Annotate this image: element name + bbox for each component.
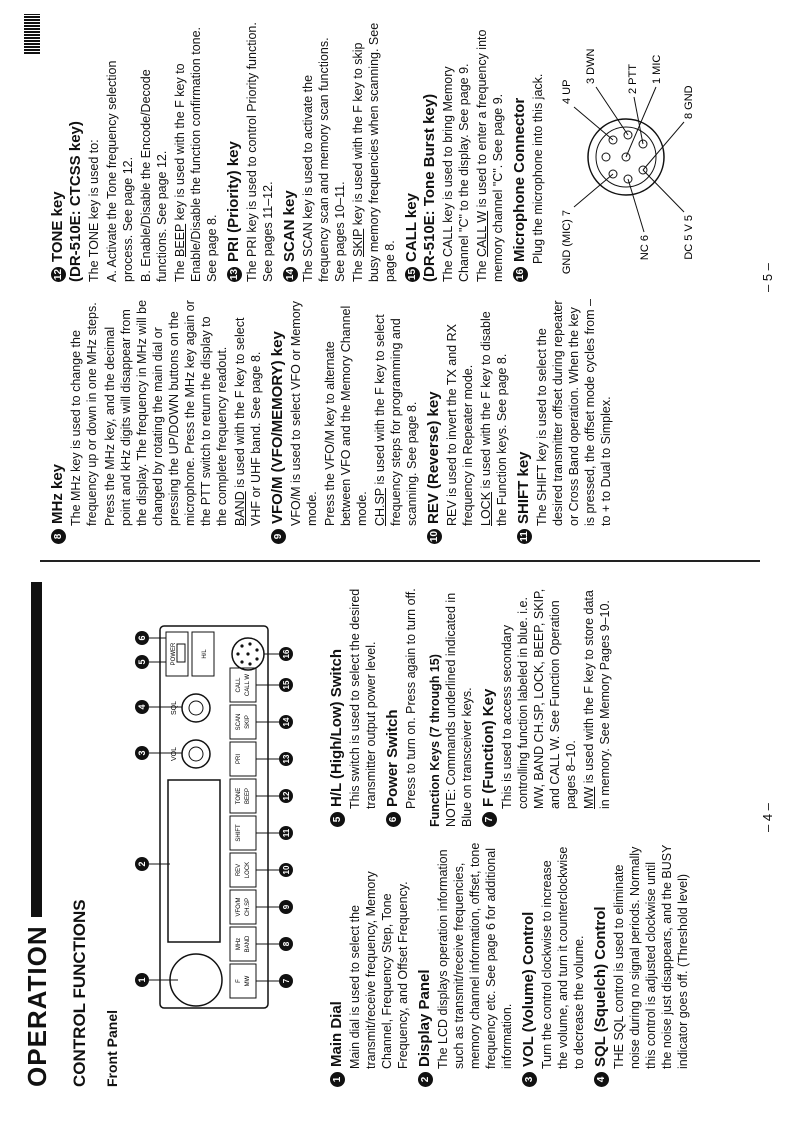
heading-hl-switch: 5 H/L (High/Low) Switch [329, 577, 345, 827]
text-f-key: This is used to access secondary controlling function labeled in blue. i.e. MW, BAND CH.SP, LOCK, BEEP, SKIP, and CALL W. See Function Operation pages 8–10. [500, 588, 578, 809]
callout-15: 15 [282, 680, 291, 690]
text-mhz-2: Press the MHz key, and the decimal point and kHz digits will disappear from the display. The frequency in MHz will be changed by rotating the main dial or pressing the UP/DOWN buttons on the microphone. Press the MHz key again or the PTT switch to return the display to the complete frequency readout. [103, 299, 229, 526]
text-shift: The SHIFT key is used to select the desired transmitter offset during repeater or Cross Band operation. When the key is pressed, the offset mode cycles from – to + to Dual to Simplex. [535, 299, 613, 526]
function-key-label: BEEP [245, 787, 251, 805]
heading-sql: 4 SQL (Squelch) Control [593, 842, 609, 1087]
mic-pinout-diagram [556, 32, 706, 282]
text-scan-2: The SKIP key is used with the F key to skip busy memory frequencies when scanning. See page 8. [351, 22, 397, 282]
heading-main-dial: 1 Main Dial [329, 842, 345, 1087]
callout-6: 6 [137, 635, 147, 641]
heading-mic-connector: 16 Microphone Connector [511, 97, 528, 281]
callouts-bottom [256, 647, 293, 988]
heading-tone-key: 12 TONE key [49, 191, 66, 281]
function-key [230, 668, 256, 702]
column-4 [44, 17, 710, 282]
heading-function-keys: Function Keys (7 through 15) [428, 654, 442, 827]
function-key-label: REV [236, 863, 242, 877]
text-tone-a: A. Activate the Tone frequency selection process. See page 12. [105, 60, 135, 282]
function-key-row [230, 668, 256, 998]
pin-label: NC 6 [639, 235, 651, 261]
svg-text:POWER: POWER [171, 642, 177, 666]
text-f-key-mw: MW is used with the F key to store data in memory. See Memory Pages 9–10. [582, 590, 612, 809]
pin-label: 4 UP [561, 79, 573, 104]
callout-12: 12 [282, 791, 291, 801]
pin-label: DC 5 V 5 [683, 215, 695, 260]
function-key [230, 742, 256, 776]
function-key-label: MHz [236, 937, 242, 951]
heading-call-key: 15 CALL key [403, 193, 420, 281]
callout-13: 13 [282, 754, 291, 764]
text-pri: The PRI key is used to control Priority function. See pages 11–12. [245, 22, 275, 282]
heading-pri-key: 13 PRI (Priority) key [225, 141, 242, 281]
text-main-dial: Main dial is used to select the transmit/receive frequency, Memory Channel, Frequency Step, Tone Frequency, and Offset Frequency. [348, 871, 410, 1069]
function-key [230, 927, 256, 961]
function-key-label: CH.SP [245, 897, 251, 917]
pin-labels [561, 49, 695, 275]
heading-shift-key: 11 SHIFT key [516, 299, 532, 544]
function-key-label: F [236, 979, 242, 983]
text-call-2: The CALL W is used to enter a frequency into memory channel "C". See page 9. [475, 29, 505, 282]
function-key [230, 853, 256, 887]
pin-label: 3 DWN [585, 48, 597, 84]
heading-vol: 3 VOL (Volume) Control [521, 842, 537, 1087]
text-rev-1: REV is used to invert the TX and RX frequency in Repeater mode. [445, 324, 475, 526]
lcd-display [168, 780, 220, 942]
callouts-top [135, 631, 149, 987]
text-hl-switch: This switch is used to select the desired transmitter output power level. [348, 588, 378, 809]
text-tone-b: B. Enable/Disable the Encode/Decode functions. See page 12. [139, 69, 169, 282]
callout-16: 16 [282, 649, 291, 659]
page-title: OPERATION [22, 925, 52, 1087]
heading-tone-key-alt: (DR-510E: CTCSS key) [67, 121, 84, 282]
vol-knob [182, 740, 210, 768]
text-vol: Turn the control clockwise to increase the volume, and turn it counterclockwise to decrease the volume. [540, 846, 586, 1069]
pin-label: 1 MIC [651, 54, 663, 84]
function-key-label: MW [245, 975, 251, 987]
vol-label: VOL [171, 746, 178, 762]
page-divider [40, 560, 760, 562]
text-call-1: The CALL key is used to bring Memory Channel "C" to the display. See page 9. [441, 63, 471, 282]
function-key-label: PRI [236, 753, 242, 765]
page-number-right: – 5 – [760, 263, 775, 292]
callout-3: 3 [137, 750, 147, 756]
heading-display-panel: 2 Display Panel [417, 842, 433, 1087]
heading-scan-key: 14 SCAN key [281, 190, 298, 281]
function-key-label: CALL W [245, 673, 251, 697]
text-tone-intro: The TONE key is used to: [87, 139, 101, 282]
function-key [230, 705, 256, 739]
heading-mhz-key: 8 MHz key [50, 299, 66, 544]
function-key-label: BAND [245, 935, 251, 953]
section-heading: CONTROL FUNCTIONS [70, 899, 89, 1087]
function-key-label: SHIFT [236, 824, 242, 842]
callout-8: 8 [282, 941, 291, 947]
pin-label: GND (MIC) 7 [561, 210, 573, 275]
function-key [230, 890, 256, 924]
text-vfo-2: Press the VFO/M key to alternate between VFO and the Memory Channel mode. [323, 305, 369, 526]
title-bar [31, 582, 42, 917]
text-mhz-3: BAND is used with the F key to select VHF or UHF band. See page 8. [233, 317, 263, 526]
function-key [230, 964, 256, 998]
callout-9: 9 [282, 904, 291, 910]
pin-label: 2 PTT [627, 64, 639, 94]
front-panel-diagram [130, 622, 300, 1012]
text-mic-connector: Plug the microphone into this jack. [531, 73, 545, 264]
function-key-label: LOCK [245, 861, 251, 879]
text-display-panel: The LCD displays operation information such as transmit/receive frequencies, memory channel information, offset, tone frequency etc. See page 6 for additional information. [436, 842, 514, 1069]
text-power-switch: Press to turn on. Press again to turn off. [404, 588, 418, 809]
heading-rev-key: 10 REV (Reverse) key [425, 391, 442, 543]
text-scan-1: The SCAN key is used to activate the frequency scan and memory scan functions. See pages 10–11. [301, 37, 347, 282]
column-2 [323, 577, 615, 827]
heading-vfo-key: 9 VFO/M (VFO/MEMORY) key [270, 299, 286, 544]
text-mhz-1: The MHz key is used to change the frequency up or down in one MHz steps. [69, 302, 99, 526]
sql-label: SQL [171, 700, 178, 716]
callout-2: 2 [137, 861, 147, 867]
text-sql: THE SQL control is used to eliminate noise during no signal periods. Normally this control is adjusted clockwise until the noise just disappears, and the BUSY indicator goes off. (Threshold level) [612, 844, 690, 1069]
page-number-left: – 4 – [760, 803, 775, 832]
pin-label: 8 GND [683, 85, 695, 119]
column-3 [44, 299, 616, 544]
callout-14: 14 [282, 717, 291, 727]
subsection-heading: Front Panel [104, 1009, 120, 1087]
text-vfo-3: CH.SP is used with the F key to select frequency steps for programming and scanning. See page 8. [373, 314, 419, 526]
text-tone-beep: The BEEP key is used with the F key to Enable/Disable the function confirmation tone. See page 8. [173, 26, 219, 282]
text-rev-2: LOCK is used with the F key to disable the Function keys. See page 8. [479, 311, 509, 526]
function-key-label: CALL [236, 677, 242, 693]
callout-4: 4 [137, 704, 147, 710]
callout-1: 1 [137, 977, 147, 983]
column-1 [323, 842, 693, 1087]
function-key [230, 816, 256, 850]
function-key-label: SCAN [236, 713, 242, 731]
text-function-keys: NOTE: Commands underlined indicated in Blue on transceiver keys. [444, 592, 474, 827]
callout-5: 5 [137, 659, 147, 665]
text-vfo-1: VFO/M is used to select VFO or Memory mode. [289, 300, 319, 526]
function-key-label: TONE [236, 787, 242, 805]
heading-call-key-alt: (DR-510E: Tone Burst key) [421, 93, 438, 282]
sql-knob [182, 694, 210, 722]
heading-power-switch: 6 Power Switch [385, 577, 401, 827]
callout-7: 7 [282, 978, 291, 984]
function-key [230, 779, 256, 813]
callout-11: 11 [282, 828, 291, 838]
function-key-label: SKIP [245, 715, 251, 729]
heading-f-key: 7 F (Function) Key [481, 577, 497, 827]
callout-10: 10 [282, 865, 291, 875]
barcode-mark [24, 14, 40, 54]
function-key-label: VFO/M [236, 897, 242, 917]
svg-text:H/L: H/L [202, 649, 208, 659]
